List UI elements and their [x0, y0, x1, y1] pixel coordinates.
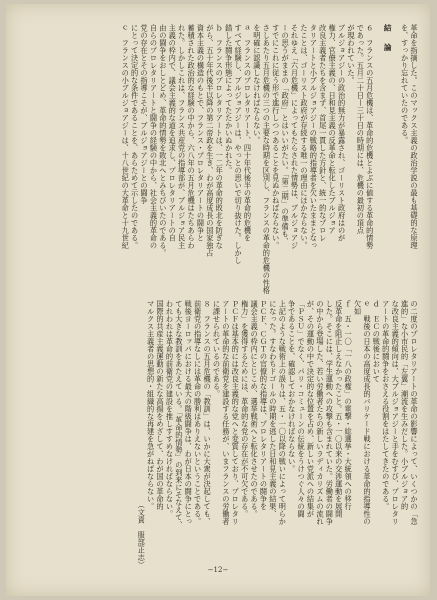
upper-text-column: ｂ フランスのプロレタリアートは、一二年の革命的敗北を防ぎな [215, 24, 225, 249]
upper-text-column: タリアートと小ブルジョアジーの戦略的指導者を欠いたままとなっ [309, 24, 319, 249]
lower-text-column: になった。すなわちドゴールの時期を逃した日和見主義の結果、 [268, 300, 278, 518]
lower-text-column: の二度のプロレタリアートの革命の影響によって、いくつかの「急 [410, 300, 419, 525]
lower-text-column: ＰＣＦ、ＣＧＴの官僚的な指導は、プロレタリアートの闘争を [259, 300, 269, 510]
lower-text-column: ｄ ＥＣの戦後において [372, 300, 382, 383]
upper-text-column: であった。五月二十日—三十日の時期には、危機の最初の頂点 [356, 24, 366, 234]
upper-text-column: 蓄積された政治的な経験の中から、六八年の五月危機はたちあらわ [187, 24, 197, 249]
column-spacer [376, 24, 382, 279]
lower-text-column: マルクス主義者の思想的・組織的な再建を急がねばならない。 [146, 300, 156, 510]
upper-text-column: ｃ フランスの小ブルジョアジーは、十八世紀の大革命と十九世紀 [121, 24, 131, 249]
lower-text-column: ｆ 五・一〇「一八の政権」の電撃・総選挙・大統領への移行 [344, 300, 354, 510]
upper-text-column: 錯した闘争形態によってたたかいぬかれた。 [224, 24, 234, 174]
lower-text-column: アートの革命的な前衛党を建設する任務が、いまフランスの労働者 [221, 300, 231, 525]
upper-text-column: すべて経験し、ブルジョアジーは、やっとの思いで切り抜けた。しかし [234, 24, 244, 264]
upper-text-column: ーの思うがままの「政府」とはいいがたい。「第二期」の準備も、 [281, 24, 291, 246]
upper-text-column: 革命を指摘した。このマックス主義の政治学説の最も基礎的な原理 [410, 24, 419, 249]
lower-text-column: な改良主義的傾向は、大ブルジョアジーと手をむすび、プロレタリ [391, 300, 401, 525]
lower-text-column: 前衛党の指導なしには革命の勝利はありえないということである。 [193, 300, 203, 525]
lower-text-column: 反革命を阻止しえなかったこと。五・一〇以来の交渉運動を展開 [334, 300, 344, 518]
upper-text-column: を、すっかり忘れていたのである。 [400, 24, 410, 144]
lower-text-column: ても大きな教訓をあたえている。「革命的情勢」の到来にそなえて、 [174, 300, 184, 529]
lower-text-column: 議会主義の枠内にとじこめ、選挙戦術へと転化させたのである。 [250, 300, 260, 518]
upper-text-block [24, 24, 419, 294]
upper-text-column: ａ フランスのプロレタリアート、四十年代後半の革命的危機を [243, 24, 253, 242]
lower-text-column: した。そこには、学生運動への攻撃も含まれていた。労働者の闘争 [325, 300, 335, 525]
lower-text-column: 進的」な小市民的「左翼」潮流を生みだした。小ブルジョア的 [400, 300, 410, 510]
lower-text-block [24, 300, 418, 568]
upper-text-column: れた。しかしこれは、フランス共産党の指導部が、ブルジョア民主 [177, 24, 187, 249]
upper-text-column: ６ フランスの五月危機は、革命的危機とよぶに値する革命的情勢 [365, 24, 375, 249]
upper-text-column: それゆえ「六月危機」によってもたらされた情勢は、ブルジョアジ [290, 24, 300, 249]
lower-text-column: ＰＣＦは基本的には改良主義的な党へと変質しており、プロレタリ [231, 300, 241, 525]
section-heading: 結 論 [383, 24, 393, 53]
lower-text-column: 上記のような戦術上の誤りは、五・一〇以降の戦いによって明らか [278, 300, 288, 525]
upper-text-column: 改良主義者たちを含まず、首尾一貫した方針と、統一的なプロレ [318, 24, 328, 242]
upper-text-column: にとって決定的な条件であることを、あらためて示したのである。 [130, 24, 140, 249]
lower-text-column: 争であることを、確認しておかなければならない。 [287, 300, 297, 473]
lower-text-column: が、その運動の中で決定的な位置を占め、新しい党派への結集が [306, 300, 316, 518]
upper-text-column: 自らのプロレタリアートと闘争の経験の中から、社会主義的革命の [149, 24, 159, 249]
upper-text-column: を明確に認識しなければならない。 [252, 24, 262, 144]
upper-text-column: さしあたり五月危機の三つの主要な時期を区別し、フランスの革命的危機の性格 [262, 24, 272, 294]
lower-text-column: 「ＰＳＵ」でなく、パリ・コミューンの伝統をうけつぐ人々の闘 [297, 300, 307, 518]
upper-text-column: すでにこれに従う形で進行しつつあることを見ぬかねばならない。 [271, 24, 281, 249]
lower-text-column: ｅ 戦後の日本の高度成長的バリケード戦における革命的指導性の [362, 300, 372, 525]
lower-text-column: 欠如 [353, 300, 363, 315]
lower-text-column: に課せられているのである。 [212, 300, 222, 398]
upper-text-column: 主義の枠内で、議会主義的な道を追求し、プロレタリアートの自 [168, 24, 178, 242]
paper-sheet [6, 4, 430, 596]
author-credit: （文責 服部正志） [137, 500, 147, 568]
lower-text-column: われわれは革命的前衛党の建設を推しすすめなければならない。 [165, 300, 175, 518]
upper-text-column: 由の闘争をおしとどめ、革命的情勢を敗北へとみちびいたのである。 [158, 24, 168, 257]
upper-text-column: が現われていた。 [346, 24, 356, 84]
lower-text-column: 国際的共産主義運動の新たな高揚をめざして、わが国の革命的 [156, 300, 166, 510]
upper-text-column: がら、五十年代後半以降の第二帝政を生き、わが高度成長の国家独占 [205, 24, 215, 257]
upper-text-column: たことは、ゴーリスト政府が存続する唯一の理由にほかならない。 [299, 24, 309, 249]
lower-text-column: 権力」を獲得するためには、革命的な党の存在が不可欠である。 [240, 300, 250, 518]
author-credit-wrapper [138, 300, 145, 568]
page-number: −12− [207, 566, 229, 574]
lower-text-column: 戦後ヨーロッパにおける最大の階級闘争は、わが日本の闘争にとっ [184, 300, 194, 525]
lower-text-column: の中から登場した、若い労働者たちの新しいラディカリズムの流れ [315, 300, 325, 525]
upper-text-column: 党の存在とその指導こそが、ブルジョアジーとの闘争 [140, 24, 150, 204]
column-spacer [393, 24, 399, 279]
upper-text-column: 権力、官僚主義の、日和見主義の反革命と転化したブルジョア [328, 24, 338, 234]
lower-text-column: ８ フランスの五月危機の「教訓」は、いかに大衆が決起しても、 [203, 300, 213, 525]
lower-text-column: アートの革命的闘争をおさえる役割をはたしてきたのである。 [381, 300, 391, 510]
upper-text-column: ブルジョアジーの政治的無力が暴露され、ゴーリスト政府はのが [337, 24, 347, 242]
upper-text-column: 資本主義の構造のもとで、フランス・プロレタリアートの闘争と [196, 24, 206, 242]
